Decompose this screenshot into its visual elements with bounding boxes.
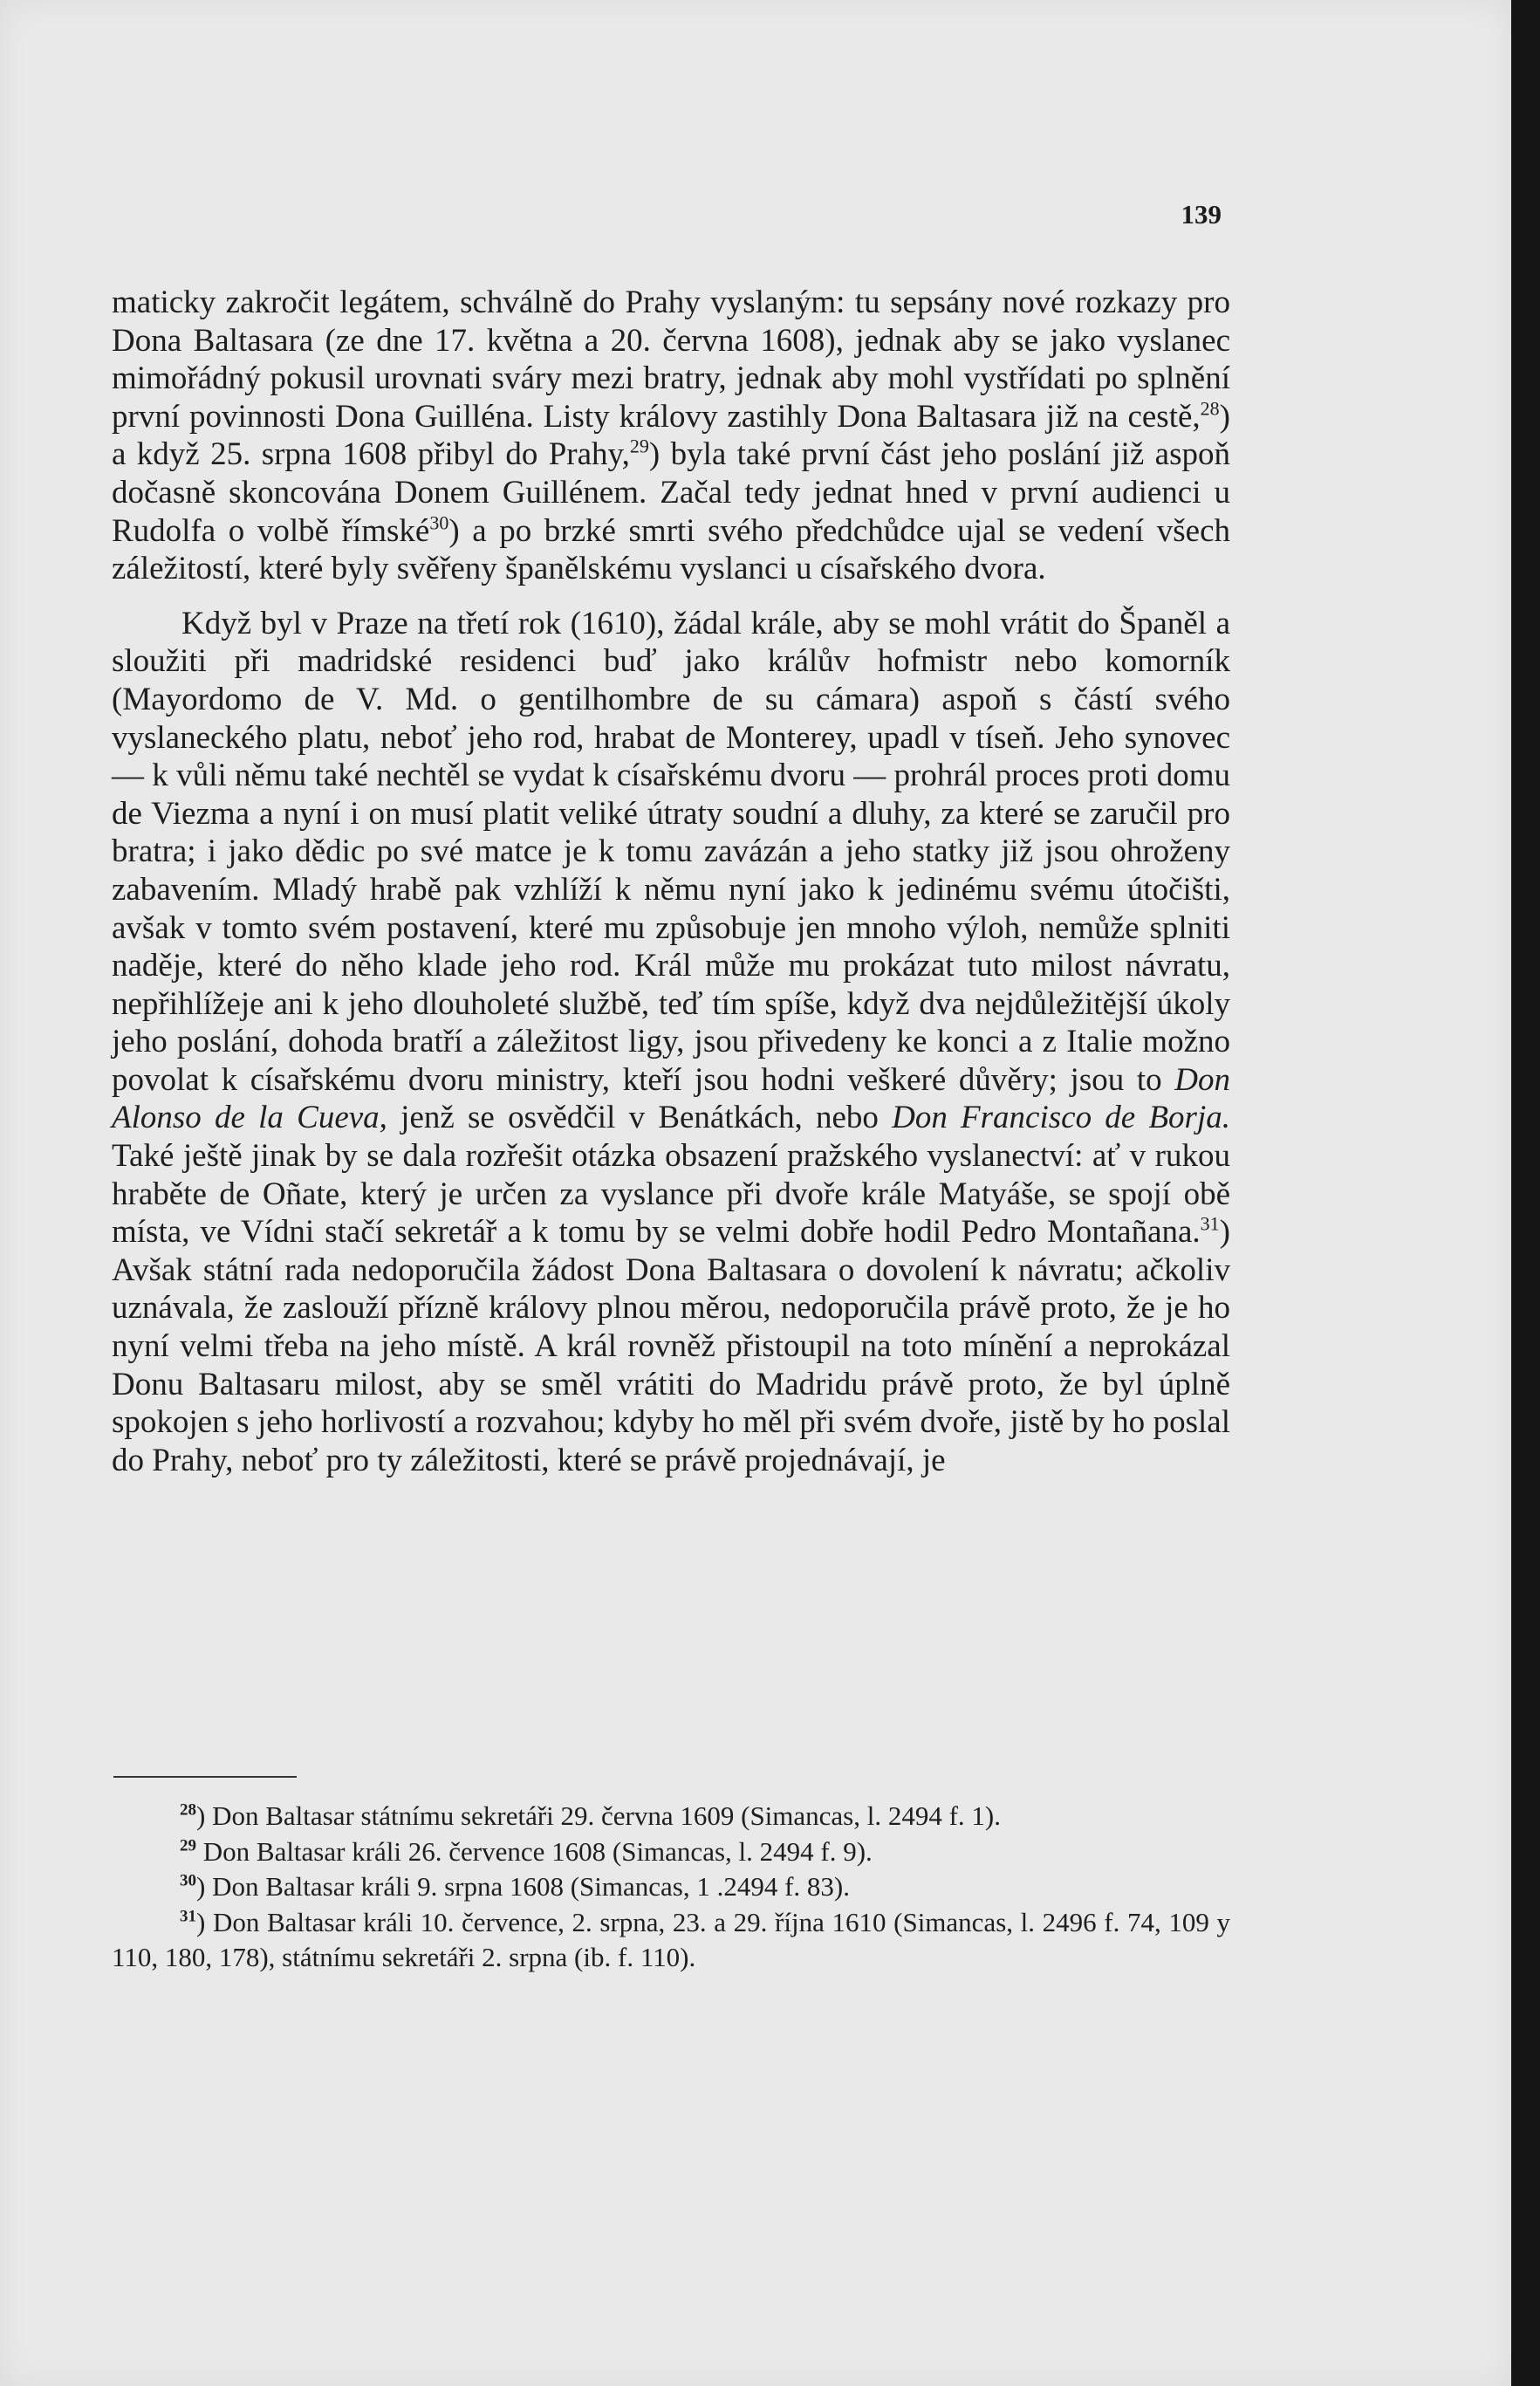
italic-name: Don Francisco de Borja. (892, 1100, 1230, 1136)
footnote-text: Don Baltasar králi 26. července 1608 (Simancas, l. 2494 f. 9). (196, 1835, 873, 1867)
footnote-ref-28[interactable]: 28 (1200, 397, 1220, 420)
italic-name: Don Alonso de la Cueva, (112, 1061, 1230, 1136)
footnote-ref-31[interactable]: 31 (1200, 1212, 1220, 1235)
scan-border (1511, 0, 1540, 2386)
footnote-ref-30[interactable]: 30 (429, 511, 449, 534)
paragraph-2 (112, 605, 1230, 1480)
footnote-31 (112, 1905, 1230, 1976)
footnote-29 (112, 1834, 1230, 1870)
footnote-ref-29[interactable]: 29 (629, 435, 649, 458)
text-run: ) a po brzké smrti svého předchůdce ujal se vedení všech záležitostí, které byly svěřeny španělskému vyslanci u císařského dvora. (112, 512, 1230, 587)
text-run: maticky zakročit legátem, schválně do Prahy vyslaným: tu sepsány nové rozkazy pro Dona Baltasara (ze dne 17. května a 20. června 1608), jednak aby se jako vyslanec mimořádný pokusil urovnati sváry mezi bratry, jednak aby mohl vystřídati po splnění první povinnosti Dona Guilléna. Listy královy zastihly Dona Baltasara již na cestě, (112, 285, 1230, 435)
text-run: Když byl v Praze na třetí rok (1610), žádal krále, aby se mohl vrátit do Španěl a sloužiti při madridské residenci buď jako králův hofmistr nebo komorník (Mayordomo de V. Md. o gentilhombre de su cámara) aspoň s částí svého vyslaneckého platu, neboť jeho rod, hrabat de Monterey, upadl v tíseň. Jeho synovec — k vůli němu také nechtěl se vydat k císařskému dvoru — prohrál proces proti domu de Viezma a nyní i on musí platit veliké útraty soudní a dluhy, za které se zaručil pro bratra; i jako dědic po své matce je k tomu zavázán a jeho statky již jsou ohroženy zabavením. Mladý hrabě pak vzhlíží k němu nyní jako k jedinému svému útočišti, avšak v tomto svém postavení, které mu způsobuje jen mnoho výloh, nemůže splniti naděje, které do něho klade jeho rod. Král může mu prokázat tuto milost návratu, nepřihlížeje ani k jeho dlouholeté službě, teď tím spíše, když dva nejdůležitější úkoly jeho poslání, dohoda bratří a záležitost ligy, jsou přivedeny ke konci a z Italie možno povolat k císařskému dvoru ministry, kteří jsou hodni veškeré důvěry; jsou to (112, 605, 1230, 1098)
footnote-text: ) Don Baltasar státnímu sekretáři 29. června 1609 (Simancas, l. 2494 f. 1). (196, 1800, 1002, 1831)
footnote-separator (113, 1776, 297, 1778)
footnote-text: ) Don Baltasar králi 10. července, 2. srpna, 23. a 29. října 1610 (Simancas, l. 2496 f. 74, 109 y 110, 180, 178), státnímu sekretáři 2. srpna (ib. f. 110). (112, 1906, 1230, 1972)
footnote-mark: 31 (180, 1907, 196, 1926)
footnote-text: ) Don Baltasar králi 9. srpna 1608 (Simancas, 1 .2494 f. 83). (196, 1871, 851, 1902)
footnote-mark: 30 (180, 1871, 196, 1890)
page-number: 139 (1181, 199, 1222, 230)
footnote-30 (112, 1869, 1230, 1905)
footnote-28 (112, 1799, 1230, 1834)
text-run: ) byla také první část jeho poslání již aspoň dočasně skoncována Donem Guillénem. Začal tedy jednat hned v první audienci u Rudolfa o volbě římské (112, 436, 1230, 549)
text-run: ) a když 25. srpna 1608 přibyl do Prahy, (112, 398, 1230, 473)
text-run: jenž se osvědčil v Benátkách, nebo (387, 1100, 893, 1136)
body-text (112, 284, 1230, 1479)
text-run: ) Avšak státní rada nedoporučila žádost Dona Baltasara o dovolení k návratu; ačkoliv uznávala, že zaslouží přízně královy plnou měrou, nedoporučila právě proto, že je ho nyní velmi třeba na jeho místě. A král rovněž přistoupil na toto mínění a neprokázal Donu Baltasaru milost, aby se směl vrátiti do Madridu právě proto, že byl úplně spokojen s jeho horlivostí a rozvahou; kdyby ho měl při svém dvoře, jistě by ho poslal do Prahy, neboť pro ty záležitosti, které se právě projednávají, je (112, 1214, 1230, 1478)
footnote-mark: 28 (180, 1800, 196, 1820)
text-run: Také ještě jinak by se dala rozřešit otázka obsazení pražského vyslanectví: ať v rukou hraběte de Oñate, který je určen za vyslance při dvoře krále Matyáše, se spojí obě místa, ve Vídni stačí sekretář a k tomu by se velmi dobře hodil Pedro Montañana. (112, 1138, 1230, 1251)
paragraph-1 (112, 284, 1230, 588)
footnote-mark: 29 (180, 1836, 196, 1855)
footnotes (112, 1799, 1230, 1976)
